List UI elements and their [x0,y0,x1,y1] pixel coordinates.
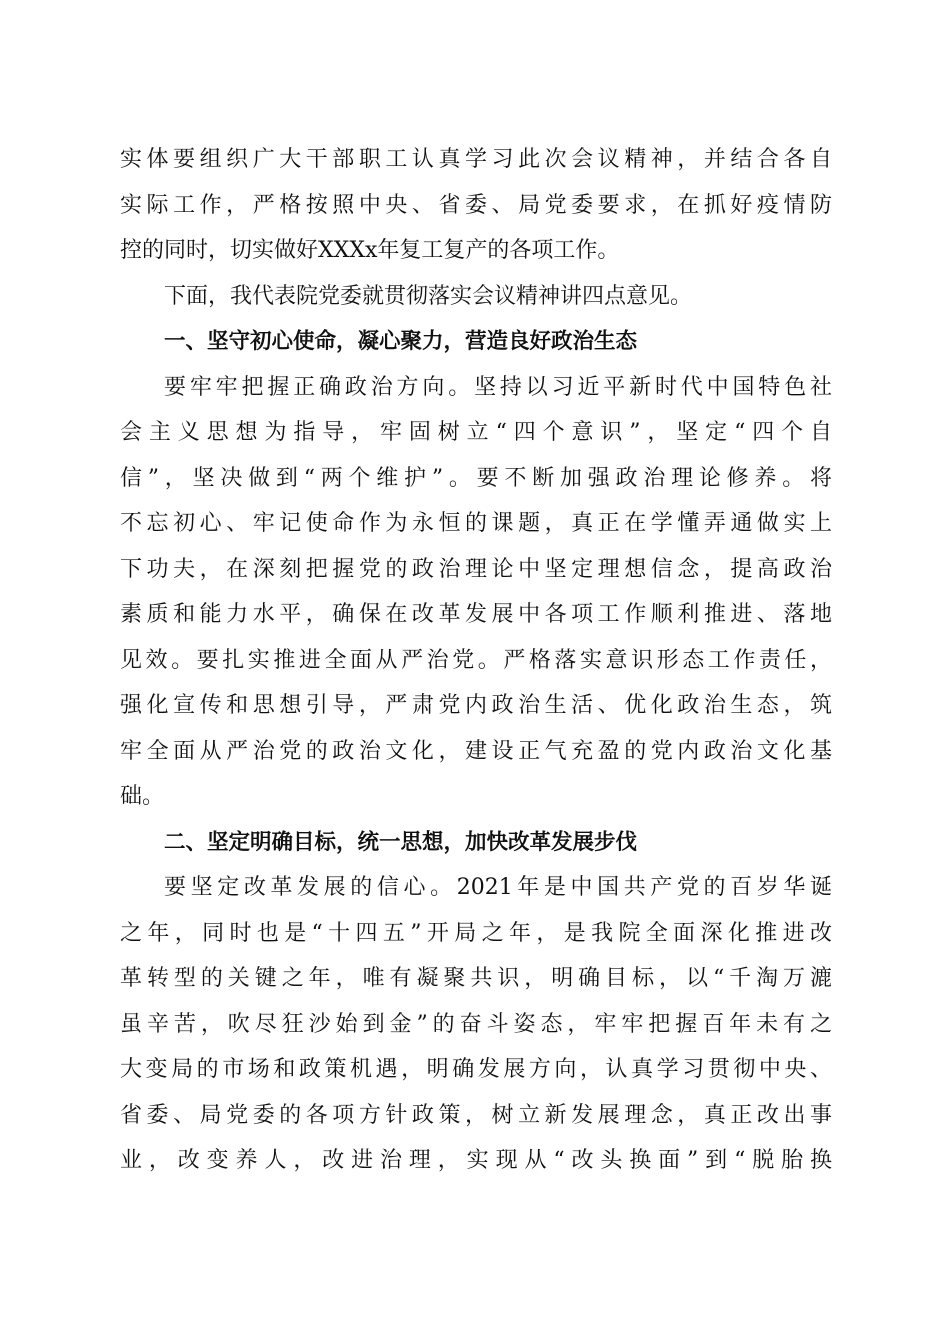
paragraph-line: 强化宣传和思想引导，严肃党内政治生活、优化政治生态，筑 [120,693,832,718]
paragraph-line: 下面，我代表院党委就贯彻落实会议精神讲四点意见。 [164,283,693,309]
paragraph-line: 要坚定改革发展的信心。2021年是中国共产党的百岁华诞 [164,875,832,900]
paragraph-line: 实体要组织广大干部职工认真学习此次会议精神，并结合各自 [120,147,832,172]
paragraph-line: 础。 [120,784,165,809]
section-heading-1: 一、坚守初心使命，凝心聚力，营造良好政治生态 [164,329,638,354]
paragraph-line: 信”，坚决做到“两个维护”。要不断加强政治理论修养。将 [120,465,832,491]
paragraph-line: 牢全面从严治党的政治文化，建设正气充盈的党内政治文化基 [120,738,832,764]
paragraph-line: 虽辛苦，吹尽狂沙始到金”的奋斗姿态，牢牢把握百年未有之 [120,1011,832,1037]
paragraph-line: 会主义思想为指导，牢固树立“四个意识”，坚定“四个自 [120,420,832,445]
paragraph-line: 大变局的市场和政策机遇，明确发展方向，认真学习贯彻中央、 [120,1057,832,1082]
document-body [120,137,832,1184]
paragraph-line: 要牢牢把握正确政治方向。坚持以习近平新时代中国特色社 [164,374,832,400]
section-heading-2: 二、坚定明确目标，统一思想，加快改革发展步伐 [164,829,638,855]
paragraph-line: 素质和能力水平，确保在改革发展中各项工作顺利推进、落地 [120,602,832,627]
paragraph-line: 革转型的关键之年，唯有凝聚共识，明确目标，以“千淘万漉 [120,966,832,991]
paragraph-line: 业，改变养人，改进治理，实现从“改头换面”到“脱胎换 [120,1148,832,1173]
paragraph-line: 下功夫，在深刻把握党的政治理论中坚定理想信念，提高政治 [120,556,832,582]
paragraph-line: 省委、局党委的各项方针政策，树立新发展理念，真正改出事 [120,1102,832,1128]
paragraph-line: 不忘初心、牢记使命作为永恒的课题，真正在学懂弄通做实上 [120,511,832,536]
paragraph-line: 见效。要扎实推进全面从严治党。严格落实意识形态工作责任， [120,647,832,673]
paragraph-line: 实际工作，严格按照中央、省委、局党委要求，在抓好疫情防 [120,192,832,218]
paragraph-line: 之年，同时也是“十四五”开局之年，是我院全面深化推进改 [120,920,832,946]
paragraph-line: 控的同时，切实做好XXXx年复工复产的各项工作。 [120,238,620,263]
